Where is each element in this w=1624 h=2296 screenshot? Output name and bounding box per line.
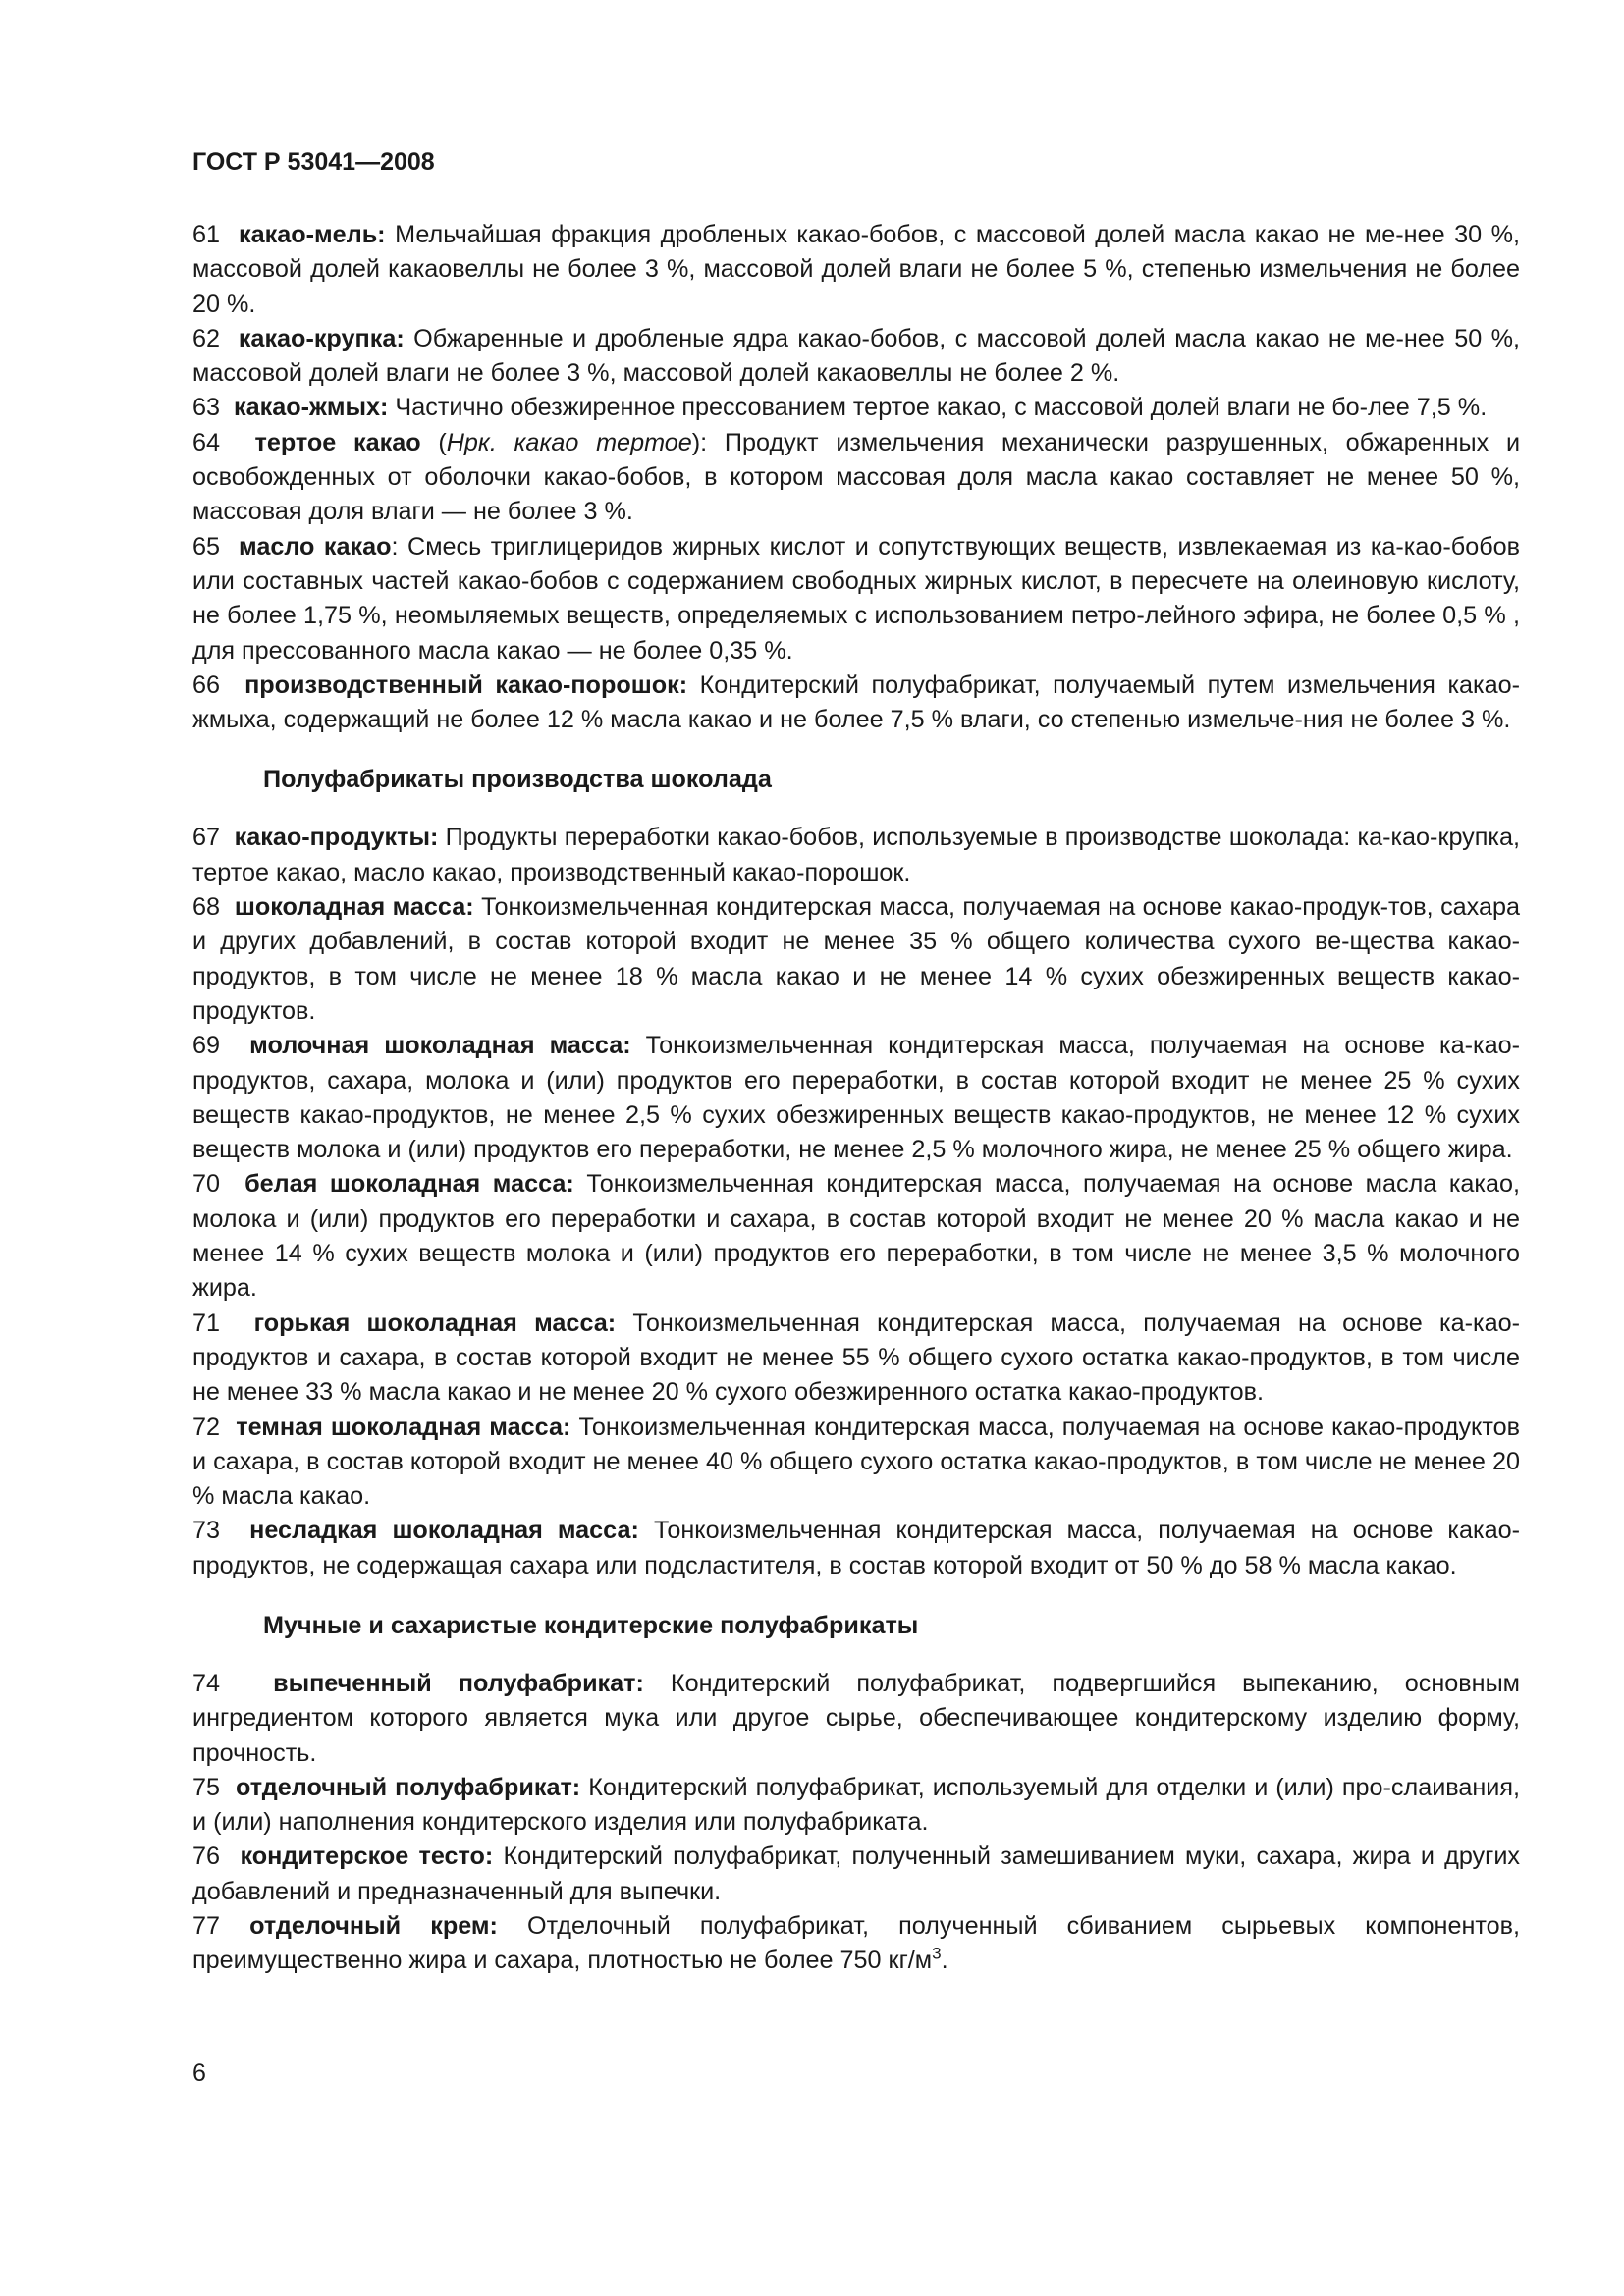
entry-70: 70 белая шоколадная масса: Тонкоизмельченная кондитерская масса, получаемая на основе масла какао, молока и (или) продуктов его переработки и сахара, в состав которой входит не менее 20 % масла какао и не менее 14 % сухих веществ молока и (или) продуктов его переработки, в том числе не менее 3,5 % молочного жира. [192, 1170, 1520, 1303]
entry-63: 63 какао-жмых: Частично обезжиренное прессованием тертое какао, с массовой долей влаги не бо-лее 7,5 %. [192, 394, 1488, 422]
entry-74: 74 выпеченный полуфабрикат: Кондитерский полуфабрикат, подвергшийся выпеканию, основным ингредиентом которого является мука или другое сырье, обеспечивающее кондитерскому изделию форму, прочность. [192, 1669, 1520, 1767]
section-title-chocolate-semifinished: Полуфабрикаты производства шоколада [263, 766, 772, 794]
page-number: 6 [192, 2059, 206, 2087]
entries-chocolate-semifinished [192, 821, 1520, 1583]
entry-76: 76 кондитерское тесто: Кондитерский полуфабрикат, полученный замешиванием муки, сахара, жира и других добавлений и предназначенный для выпечки. [192, 1842, 1521, 1905]
entry-71: 71 горькая шоколадная масса: Тонкоизмельченная кондитерская масса, получаемая на основе ка-као-продуктов и сахара, в состав которой входит не менее 55 % общего сухого остатка какао-продуктов, в том числе не менее 33 % масла какао и не менее 20 % сухого обезжиренного остатка какао-продуктов. [192, 1308, 1521, 1407]
entry-77: 77 отделочный крем: Отделочный полуфабрикат, полученный сбиванием сырьевых компонентов, преимущественно жира и сахара, плотностью не более 750 $кг/м^3$. [192, 1912, 1521, 1975]
superscript-3: 3 [932, 1944, 942, 1963]
document-header: ГОСТ Р 53041—2008 [192, 148, 435, 176]
entry-69: 69 молочная шоколадная масса: Тонкоизмельченная кондитерская масса, получаемая на основе ка-као-продуктов, сахара, молока и (или) продуктов его переработки, в состав которой входит не менее 25 % сухих веществ какао-продуктов, не менее 2,5 % сухих обезжиренных веществ какао-продуктов, не менее 12 % сухих веществ молока и (или) продуктов его переработки, не менее 2,5 % молочного жира, не менее 25 % общего жира. [192, 1032, 1521, 1164]
entry-62: 62 какао-крупка: Обжаренные и дробленые ядра какао-бобов, с массовой долей масла какао не ме-нее 50 %, массовой долей влаги не более 3 %, массовой долей какаовеллы не более 2 %. [192, 324, 1520, 388]
document-page [192, 147, 1520, 1979]
deprecated-term: Нрк. какао тертое [446, 428, 692, 456]
entry-73: 73 несладкая шоколадная масса: Тонкоизмельченная кондитерская масса, получаемая на основе какао-продуктов, не содержащая сахара или подсластителя, в состав которой входит от 50 % до 58 % масла какао. [192, 1517, 1520, 1579]
entry-72: 72 темная шоколадная масса: Тонкоизмельченная кондитерская масса, получаемая на основе какао-продуктов и сахара, в состав которой входит не менее 40 % общего сухого остатка какао-продуктов, в том числе не менее 20 % масла какао. [192, 1413, 1520, 1511]
entries-flour-sugar-semifinished [192, 1667, 1520, 1979]
section-title-flour-sugar-semifinished: Мучные и сахаристые кондитерские полуфабрикаты [263, 1611, 919, 1639]
entry-66: 66 производственный какао-порошок: Кондитерский полуфабрикат, получаемый путем измельчения какао-жмыха, содержащий не более 12 % масла какао и не более 7,5 % влаги, со степенью измельче-ния не более 3 %. [192, 670, 1521, 734]
entry-75: 75 отделочный полуфабрикат: Кондитерский полуфабрикат, используемый для отделки и (или) про-слаивания, и (или) наполнения кондитерского изделия или полуфабриката. [192, 1773, 1521, 1837]
entry-61: 61 какао-мель: Мельчайшая фракция дробленых какао-бобов, с массовой долей масла какао не ме-нее 30 %, массовой долей какаовеллы не более 3 %, массовой долей влаги не более 5 %, степенью измельчения не более 20 %. [192, 221, 1521, 318]
entry-65: 65 масло какао: Смесь триглицеридов жирных кислот и сопутствующих веществ, извлекаемая из ка-као-бобов или составных частей какао-бобов с содержанием свободных жирных кислот, в пересчете на олеиновую кислоту, не более 1,75 %, неомыляемых веществ, определяемых с использованием петро-лейного эфира, не более 0,5 % , для прессованного масла какао — не более 0,35 %. [192, 532, 1521, 665]
entries-cocoa-products [192, 218, 1520, 737]
entry-67: 67 какао-продукты: Продукты переработки какао-бобов, используемые в производстве шоколада: ка-као-крупка, тертое какао, масло какао, производственный какао-порошок. [192, 824, 1520, 886]
entry-64: 64 тертое какао (Нрк. какао тертое): Продукт измельчения механически разрушенных, обжаренных и освобожденных от оболочки какао-бобов, в котором массовая доля масла какао составляет не менее 50 %, массовая доля влаги — не более 3 %. [192, 428, 1521, 526]
entry-68: 68 шоколадная масса: Тонкоизмельченная кондитерская масса, получаемая на основе какао-продук-тов, сахара и других добавлений, в состав которой входит не менее 35 % общего количества сухого ве-щества какао-продуктов, в том числе не менее 18 % масла какао и не менее 14 % сухих обезжиренных веществ какао-продуктов. [192, 893, 1521, 1025]
